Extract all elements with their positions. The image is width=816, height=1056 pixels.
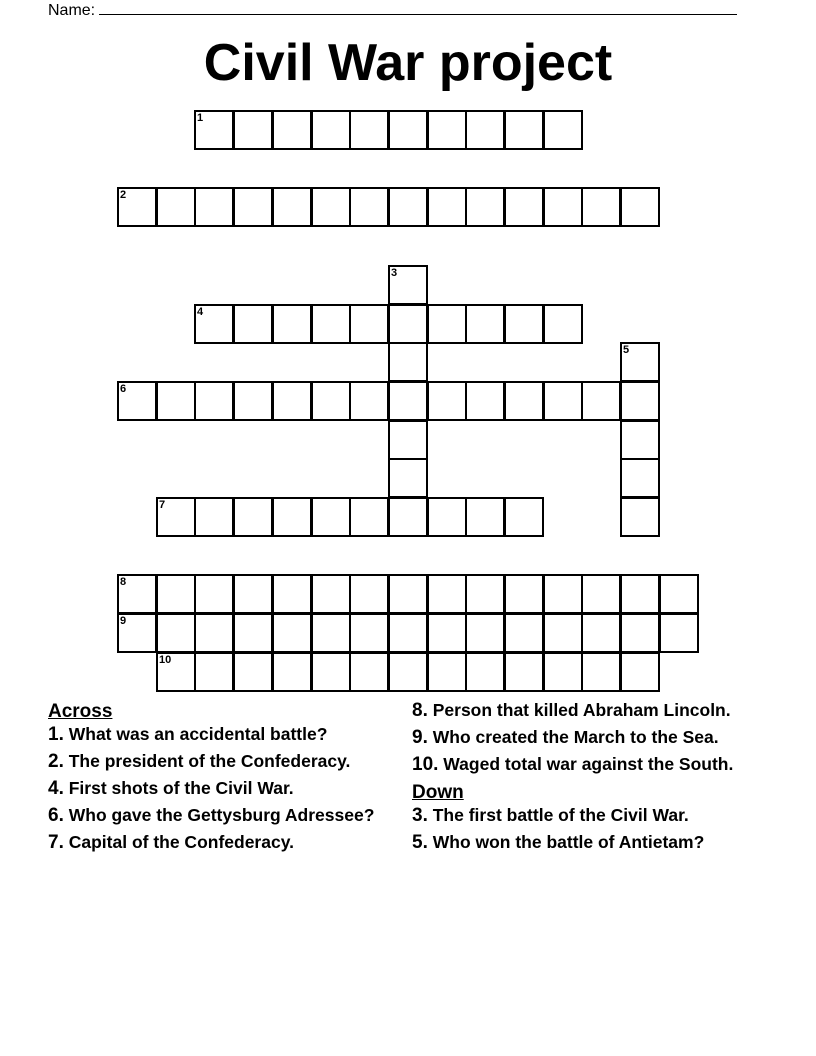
- grid-cell[interactable]: [311, 613, 351, 653]
- grid-cell[interactable]: [272, 652, 312, 692]
- grid-cell[interactable]: [233, 304, 273, 344]
- grid-cell[interactable]: [427, 381, 467, 421]
- clues-column-left: [48, 701, 388, 860]
- grid-cell[interactable]: [504, 110, 544, 150]
- grid-cell[interactable]: [620, 574, 660, 614]
- grid-cell[interactable]: [581, 652, 621, 692]
- grid-cell[interactable]: [194, 381, 234, 421]
- grid-cell[interactable]: [543, 304, 583, 344]
- clue-across-9: 9. Who created the March to the Sea.: [412, 727, 719, 748]
- grid-cell[interactable]: [543, 187, 583, 227]
- grid-cell[interactable]: [388, 304, 428, 344]
- cell-number: 1: [197, 112, 204, 124]
- grid-cell[interactable]: [311, 187, 351, 227]
- grid-cell[interactable]: [465, 304, 505, 344]
- grid-cell[interactable]: [233, 110, 273, 150]
- grid-cell[interactable]: [388, 265, 428, 305]
- grid-cell[interactable]: [156, 574, 196, 614]
- name-label: Name:: [48, 2, 96, 19]
- grid-cell[interactable]: [388, 497, 428, 537]
- grid-cell[interactable]: [272, 304, 312, 344]
- grid-cell[interactable]: [388, 613, 428, 653]
- clue-across-7: 7. Capital of the Confederacy.: [48, 832, 295, 853]
- grid-cell[interactable]: [620, 381, 660, 421]
- grid-cell[interactable]: [504, 497, 544, 537]
- cell-number: 7: [159, 499, 166, 511]
- grid-cell[interactable]: [311, 652, 351, 692]
- grid-cell[interactable]: [194, 110, 234, 150]
- clues-column-right: [412, 701, 762, 860]
- grid-cell[interactable]: [465, 381, 505, 421]
- grid-cell[interactable]: [620, 652, 660, 692]
- clue-down-3: 3. The first battle of the Civil War.: [412, 805, 689, 826]
- grid-cell[interactable]: [117, 613, 157, 653]
- grid-cell[interactable]: [427, 613, 467, 653]
- grid-cell[interactable]: [117, 381, 157, 421]
- clue-across-4: 4. First shots of the Civil War.: [48, 778, 294, 799]
- grid-cell[interactable]: [311, 110, 351, 150]
- grid-cell[interactable]: [233, 652, 273, 692]
- grid-cell[interactable]: [233, 381, 273, 421]
- grid-cell[interactable]: [659, 613, 699, 653]
- grid-cell[interactable]: [581, 613, 621, 653]
- grid-cell[interactable]: [388, 187, 428, 227]
- grid-cell[interactable]: [156, 187, 196, 227]
- grid-cell[interactable]: [194, 187, 234, 227]
- cell-number: 2: [120, 189, 127, 201]
- cell-number: 10: [159, 654, 172, 666]
- cell-number: 9: [120, 615, 127, 627]
- grid-cell[interactable]: [349, 110, 389, 150]
- grid-cell[interactable]: [659, 574, 699, 614]
- grid-cell[interactable]: [311, 574, 351, 614]
- grid-cell[interactable]: [543, 613, 583, 653]
- grid-cell[interactable]: [427, 652, 467, 692]
- grid-cell[interactable]: [388, 652, 428, 692]
- cell-number: 3: [391, 267, 398, 279]
- grid-cell[interactable]: [349, 574, 389, 614]
- clue-across-8: 8. Person that killed Abraham Lincoln.: [412, 700, 731, 721]
- grid-cell[interactable]: [156, 613, 196, 653]
- grid-cell[interactable]: [427, 497, 467, 537]
- grid-cell[interactable]: [504, 574, 544, 614]
- grid-cell[interactable]: [427, 304, 467, 344]
- grid-cell[interactable]: [349, 497, 389, 537]
- grid-cell[interactable]: [504, 187, 544, 227]
- grid-cell[interactable]: [194, 652, 234, 692]
- grid-cell[interactable]: [465, 574, 505, 614]
- grid-cell[interactable]: [272, 497, 312, 537]
- grid-cell[interactable]: [349, 381, 389, 421]
- cell-number: 6: [120, 383, 127, 395]
- grid-cell[interactable]: [272, 574, 312, 614]
- grid-cell[interactable]: [427, 110, 467, 150]
- grid-cell[interactable]: [117, 187, 157, 227]
- grid-cell[interactable]: [272, 187, 312, 227]
- grid-cell[interactable]: [311, 497, 351, 537]
- grid-cell[interactable]: [233, 613, 273, 653]
- grid-cell[interactable]: [233, 497, 273, 537]
- grid-cell[interactable]: [543, 110, 583, 150]
- grid-cell[interactable]: [388, 381, 428, 421]
- grid-cell[interactable]: [194, 497, 234, 537]
- clue-down-5: 5. Who won the battle of Antietam?: [412, 832, 705, 853]
- page-title: Civil War project: [203, 34, 613, 92]
- cell-number: 5: [623, 344, 630, 356]
- grid-cell[interactable]: [117, 574, 157, 614]
- grid-cell[interactable]: [233, 574, 273, 614]
- grid-cell[interactable]: [465, 187, 505, 227]
- grid-cell[interactable]: [581, 381, 621, 421]
- grid-cell[interactable]: [156, 381, 196, 421]
- grid-cell[interactable]: [349, 187, 389, 227]
- grid-cell[interactable]: [581, 187, 621, 227]
- grid-cell[interactable]: [465, 497, 505, 537]
- grid-cell[interactable]: [427, 187, 467, 227]
- grid-cell[interactable]: [156, 497, 196, 537]
- clue-across-6: 6. Who gave the Gettysburg Adressee?: [48, 805, 375, 826]
- grid-cell[interactable]: [156, 652, 196, 692]
- clue-across-2: 2. The president of the Confederacy.: [48, 751, 351, 772]
- grid-cell[interactable]: [349, 613, 389, 653]
- cell-number: 8: [120, 576, 127, 588]
- grid-cell[interactable]: [194, 304, 234, 344]
- grid-cell[interactable]: [388, 110, 428, 150]
- cell-number: 4: [197, 306, 204, 318]
- grid-cell[interactable]: [581, 574, 621, 614]
- down-heading: Down: [412, 782, 464, 803]
- grid-cell[interactable]: [620, 420, 660, 460]
- grid-cell[interactable]: [272, 110, 312, 150]
- grid-cell[interactable]: [388, 420, 428, 460]
- grid-cell[interactable]: [620, 458, 660, 498]
- grid-cell[interactable]: [543, 652, 583, 692]
- grid-cell[interactable]: [543, 574, 583, 614]
- grid-cell[interactable]: [311, 304, 351, 344]
- grid-cell[interactable]: [194, 613, 234, 653]
- grid-cell[interactable]: [620, 497, 660, 537]
- grid-cell[interactable]: [465, 110, 505, 150]
- grid-cell[interactable]: [504, 652, 544, 692]
- grid-cell[interactable]: [311, 381, 351, 421]
- grid-cell[interactable]: [349, 304, 389, 344]
- clue-across-1: 1. What was an accidental battle?: [48, 724, 328, 745]
- grid-cell[interactable]: [272, 613, 312, 653]
- grid-cell[interactable]: [388, 342, 428, 382]
- across-heading: Across: [48, 701, 113, 722]
- grid-cell[interactable]: [427, 574, 467, 614]
- grid-cell[interactable]: [504, 613, 544, 653]
- grid-cell[interactable]: [349, 652, 389, 692]
- grid-cell[interactable]: [465, 652, 505, 692]
- grid-cell[interactable]: [504, 381, 544, 421]
- grid-cell[interactable]: [543, 381, 583, 421]
- grid-cell[interactable]: [233, 187, 273, 227]
- grid-cell[interactable]: [620, 187, 660, 227]
- grid-cell[interactable]: [465, 613, 505, 653]
- grid-cell[interactable]: [388, 458, 428, 498]
- clue-across-10: 10. Waged total war against the South.: [412, 754, 734, 775]
- grid-cell[interactable]: [504, 304, 544, 344]
- grid-cell[interactable]: [388, 574, 428, 614]
- grid-cell[interactable]: [620, 613, 660, 653]
- grid-cell[interactable]: [272, 381, 312, 421]
- grid-cell[interactable]: [620, 342, 660, 382]
- grid-cell[interactable]: [194, 574, 234, 614]
